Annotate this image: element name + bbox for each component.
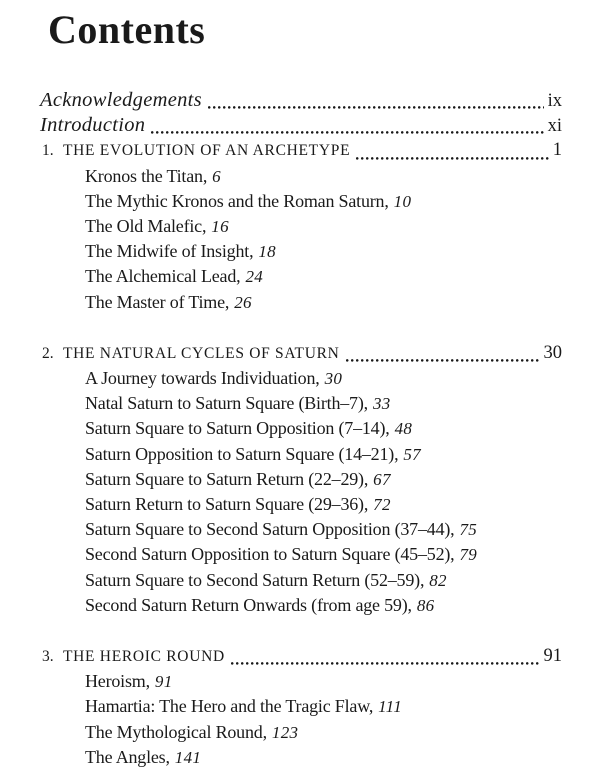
chapter-number: 3.	[42, 648, 54, 666]
section-page-number: 26	[234, 292, 252, 312]
section-title: Saturn Opposition to Saturn Square (14–21),	[85, 443, 399, 464]
page-title: Contents	[48, 7, 206, 52]
section-list	[40, 366, 562, 618]
section-title: The Old Malefic,	[85, 216, 207, 237]
front-matter-row	[40, 88, 562, 113]
section-title: The Mythic Kronos and the Roman Saturn,	[85, 190, 389, 211]
section-title: Second Saturn Opposition to Saturn Square (45–52),	[85, 544, 455, 565]
section-page-number: 86	[416, 595, 435, 615]
section-page-number: 33	[372, 394, 391, 414]
section-title: A Journey towards Individuation,	[85, 368, 320, 389]
section-page-number: 111	[378, 697, 403, 717]
section-row	[40, 416, 562, 441]
chapter-heading-row	[40, 138, 562, 163]
section-title: Saturn Square to Second Saturn Return (52–59),	[85, 569, 425, 590]
chapter-heading-row	[40, 644, 562, 669]
section-list	[40, 669, 562, 770]
section-title: Kronos the Titan,	[85, 165, 208, 186]
chapter-title: THE HEROIC ROUND	[63, 648, 225, 666]
section-page-number: 141	[174, 747, 202, 767]
chapter-page-number: 91	[543, 646, 562, 667]
section-row	[40, 214, 562, 239]
section-title: The Mythological Round,	[85, 721, 267, 742]
section-row	[40, 542, 562, 567]
section-page-number: 75	[459, 520, 478, 540]
section-title: Hamartia: The Hero and the Tragic Flaw,	[85, 696, 374, 717]
chapter-block	[40, 644, 562, 770]
section-page-number: 79	[459, 545, 478, 565]
section-row	[40, 290, 562, 315]
chapter-title: THE EVOLUTION OF AN ARCHETYPE	[63, 142, 351, 160]
section-page-number: 10	[393, 191, 412, 211]
chapter-page-number: 1	[552, 140, 562, 161]
section-row	[40, 593, 562, 618]
section-row	[40, 366, 562, 391]
section-title: Saturn Square to Saturn Opposition (7–14),	[85, 418, 390, 439]
chapter-page-number: 30	[543, 342, 562, 363]
section-page-number: 57	[403, 444, 421, 464]
front-matter-label: Acknowledgements	[40, 89, 202, 111]
section-title: The Midwife of Insight,	[85, 241, 254, 262]
front-matter-label: Introduction	[40, 114, 146, 137]
section-row	[40, 264, 562, 289]
section-row	[40, 517, 562, 542]
section-page-number: 18	[258, 242, 276, 262]
dot-leader	[346, 359, 540, 362]
section-row	[40, 189, 562, 214]
section-page-number: 30	[324, 369, 343, 389]
page-number: ix	[547, 91, 562, 111]
section-list	[40, 164, 562, 315]
chapter-block	[40, 138, 562, 314]
front-matter-row	[40, 113, 562, 138]
section-row	[40, 720, 562, 745]
section-title: The Master of Time,	[85, 291, 230, 312]
chapter-title: THE NATURAL CYCLES OF SATURN	[63, 344, 340, 362]
table-of-contents	[40, 88, 562, 770]
section-page-number: 16	[211, 217, 229, 237]
front-matter-list	[40, 88, 562, 138]
section-page-number: 72	[373, 495, 391, 515]
dot-leader	[208, 106, 544, 109]
section-title: Second Saturn Return Onwards (from age 59),	[85, 594, 412, 615]
section-row	[40, 745, 562, 770]
page-number: xi	[547, 116, 562, 137]
section-row	[40, 492, 562, 517]
section-title: The Angles,	[85, 746, 170, 767]
section-page-number: 48	[394, 419, 413, 439]
section-title: Saturn Return to Saturn Square (29–36),	[85, 494, 369, 515]
section-row	[40, 669, 562, 694]
dot-leader	[231, 662, 540, 665]
dot-leader	[151, 131, 543, 134]
section-row	[40, 239, 562, 264]
section-title: Saturn Square to Second Saturn Opposition (37–44),	[85, 519, 455, 540]
section-page-number: 24	[245, 267, 264, 287]
section-page-number: 91	[154, 672, 173, 692]
chapter-number: 1.	[42, 142, 54, 160]
section-page-number: 6	[212, 166, 221, 186]
section-title: Heroism,	[85, 671, 150, 692]
dot-leader	[356, 157, 549, 160]
section-page-number: 67	[373, 469, 391, 489]
section-title: Natal Saturn to Saturn Square (Birth–7),	[85, 393, 368, 414]
section-row	[40, 568, 562, 593]
section-title: Saturn Square to Saturn Return (22–29),	[85, 468, 369, 489]
section-row	[40, 694, 562, 719]
section-row	[40, 164, 562, 189]
section-page-number: 123	[271, 722, 299, 742]
section-title: The Alchemical Lead,	[85, 266, 241, 287]
section-row	[40, 442, 562, 467]
section-row	[40, 391, 562, 416]
section-row	[40, 467, 562, 492]
chapter-heading-row	[40, 341, 562, 366]
chapter-list	[40, 138, 562, 770]
chapter-number: 2.	[42, 344, 54, 362]
section-page-number: 82	[429, 570, 447, 590]
chapter-block	[40, 341, 562, 618]
